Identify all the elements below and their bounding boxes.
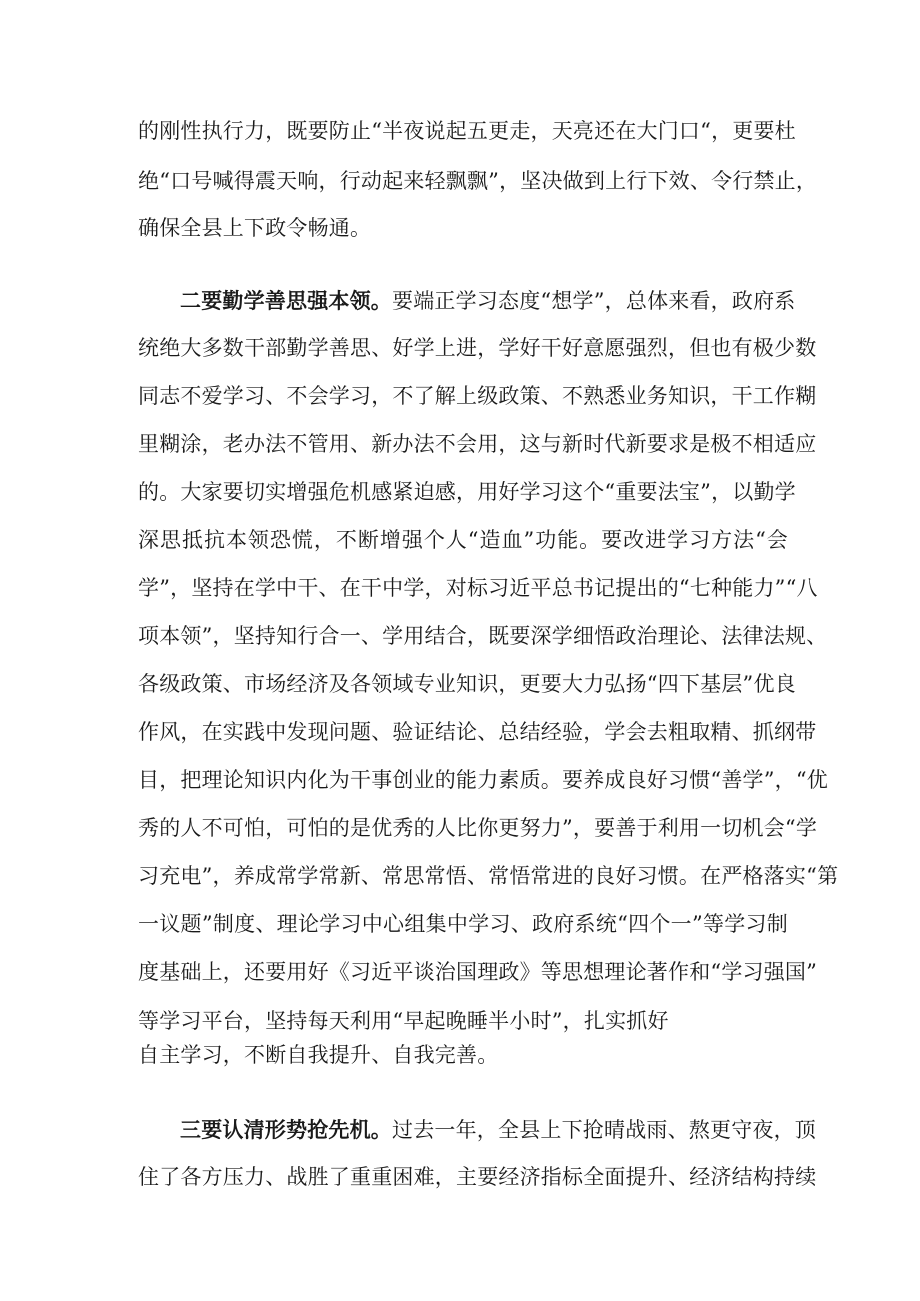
paragraph-line: 深思抵抗本领恐慌，不断增强个人“造血”功能。要改进学习方法“会 [138, 528, 788, 552]
section-heading: 三要认清形势抢先机。 [180, 1117, 392, 1142]
paragraph-text: 过去一年，全县上下抢晴战雨、熬更守夜，顶 [392, 1118, 816, 1142]
paragraph-line: 里糊涂，老办法不管用、新办法不会用，这与新时代新要求是极不相适应 [138, 432, 817, 456]
paragraph-line: 绝“口号喊得震天响，行动起来轻飘飘”，坚决做到上行下效、令行禁止， [138, 169, 818, 193]
paragraph-line: 度基础上，还要用好《习近平谈治国理政》等思想理论著作和“学习强国” [138, 960, 818, 984]
paragraph-line: 统绝大多数干部勤学善思、好学上进，学好干好意愿强烈，但也有极少数 [138, 336, 817, 360]
paragraph-line: 习充电”，养成常学常新、常思常悟、常悟常进的良好习惯。在严格落实“第 [138, 864, 839, 888]
paragraph-line: 自主学习，不断自我提升、自我完善。 [138, 1043, 499, 1067]
paragraph-line: 同志不爱学习、不会学习，不了解上级政策、不熟悉业务知识，干工作糊 [138, 384, 817, 408]
paragraph-text: 要端正学习态度“想学”，总体来看，政府系 [392, 289, 796, 313]
paragraph-first-line [180, 1117, 816, 1142]
paragraph-line: 各级政策、市场经济及各领域专业知识，更要大力弘扬“四下基层”优良 [138, 672, 796, 696]
paragraph-line: 一议题”制度、理论学习中心组集中学习、政府系统“四个一”等学习制 [138, 912, 788, 936]
paragraph-line: 学”，坚持在学中干、在干中学，对标习近平总书记提出的“七种能力”“八 [138, 576, 818, 600]
paragraph-line: 确保全县上下政令畅通。 [138, 216, 372, 240]
paragraph-line: 作风，在实践中发现问题、验证结论、总结经验，学会去粗取精、抓纲带 [138, 720, 817, 744]
paragraph-line: 项本领”，坚持知行合一、学用结合，既要深学细悟政治理论、法律法规、 [138, 624, 828, 648]
paragraph-line: 的刚性执行力，既要防止“半夜说起五更走，天亮还在大门口“，更要杜 [138, 119, 796, 143]
paragraph-line: 等学习平台，坚持每天利用“早起晚睡半小时”，扎实抓好 [138, 1009, 669, 1033]
paragraph-first-line [180, 288, 796, 313]
paragraph-line: 住了各方压力、战胜了重重困难，主要经济指标全面提升、经济结构持续 [138, 1165, 817, 1189]
paragraph-line: 秀的人不可怕，可怕的是优秀的人比你更努力”，要善于利用一切机会“学 [138, 816, 818, 840]
section-heading: 二要勤学善思强本领。 [180, 288, 392, 313]
paragraph-line: 目，把理论知识内化为干事创业的能力素质。要养成良好习惯“善学”，“优 [138, 768, 829, 792]
paragraph-line: 的。大家要切实增强危机感紧迫感，用好学习这个“重要法宝”，以勤学 [138, 480, 796, 504]
